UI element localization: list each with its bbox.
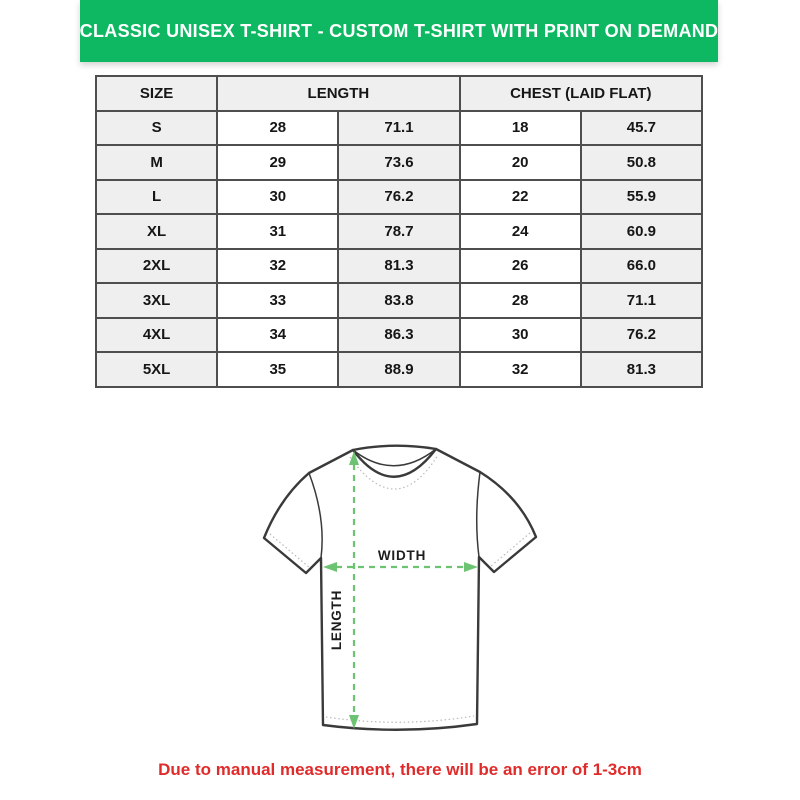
size-cell: S [96, 111, 217, 146]
length-cm-cell: 78.7 [338, 214, 459, 249]
chest-cm-cell: 60.9 [581, 214, 702, 249]
chest-in-cell: 22 [460, 180, 581, 215]
length-cm-cell: 88.9 [338, 352, 459, 387]
table-row-4xl [96, 318, 702, 353]
table-header-row [96, 76, 702, 111]
size-chart-table [95, 75, 703, 388]
chest-cm-cell: 76.2 [581, 318, 702, 353]
col-header-size: SIZE [96, 76, 217, 111]
length-in-cell: 32 [217, 249, 338, 284]
chest-cm-cell: 45.7 [581, 111, 702, 146]
length-cm-cell: 86.3 [338, 318, 459, 353]
chest-cm-cell: 81.3 [581, 352, 702, 387]
table-row-2xl [96, 249, 702, 284]
page-title: CLASSIC UNISEX T-SHIRT - CUSTOM T-SHIRT WITH PRINT ON DEMAND [79, 20, 719, 41]
width-label: WIDTH [377, 548, 427, 563]
length-in-cell: 31 [217, 214, 338, 249]
chest-cm-cell: 55.9 [581, 180, 702, 215]
col-header-length: LENGTH [217, 76, 459, 111]
length-label: LENGTH [329, 589, 344, 651]
table-row-xl [96, 214, 702, 249]
length-cm-cell: 76.2 [338, 180, 459, 215]
chest-cm-cell: 71.1 [581, 283, 702, 318]
table-row-m [96, 145, 702, 180]
chest-in-cell: 24 [460, 214, 581, 249]
title-banner [80, 0, 718, 62]
chest-in-cell: 28 [460, 283, 581, 318]
table-row-l [96, 180, 702, 215]
size-cell: M [96, 145, 217, 180]
size-cell: 4XL [96, 318, 217, 353]
length-in-cell: 30 [217, 180, 338, 215]
length-in-cell: 33 [217, 283, 338, 318]
chest-in-cell: 32 [460, 352, 581, 387]
length-in-cell: 28 [217, 111, 338, 146]
size-cell: 2XL [96, 249, 217, 284]
table-row-3xl [96, 283, 702, 318]
length-cm-cell: 73.6 [338, 145, 459, 180]
chest-in-cell: 26 [460, 249, 581, 284]
chest-cm-cell: 50.8 [581, 145, 702, 180]
tshirt-diagram [250, 434, 550, 744]
table-row-s [96, 111, 702, 146]
length-in-cell: 35 [217, 352, 338, 387]
measurement-note: Due to manual measurement, there will be an error of 1-3cm [158, 760, 642, 779]
size-cell: 5XL [96, 352, 217, 387]
chest-cm-cell: 66.0 [581, 249, 702, 284]
size-cell: 3XL [96, 283, 217, 318]
size-cell: L [96, 180, 217, 215]
length-in-cell: 34 [217, 318, 338, 353]
length-in-cell: 29 [217, 145, 338, 180]
chest-in-cell: 30 [460, 318, 581, 353]
size-cell: XL [96, 214, 217, 249]
chest-in-cell: 18 [460, 111, 581, 146]
length-cm-cell: 83.8 [338, 283, 459, 318]
length-cm-cell: 71.1 [338, 111, 459, 146]
col-header-chest: CHEST (LAID FLAT) [460, 76, 702, 111]
table-row-5xl [96, 352, 702, 387]
chest-in-cell: 20 [460, 145, 581, 180]
length-cm-cell: 81.3 [338, 249, 459, 284]
